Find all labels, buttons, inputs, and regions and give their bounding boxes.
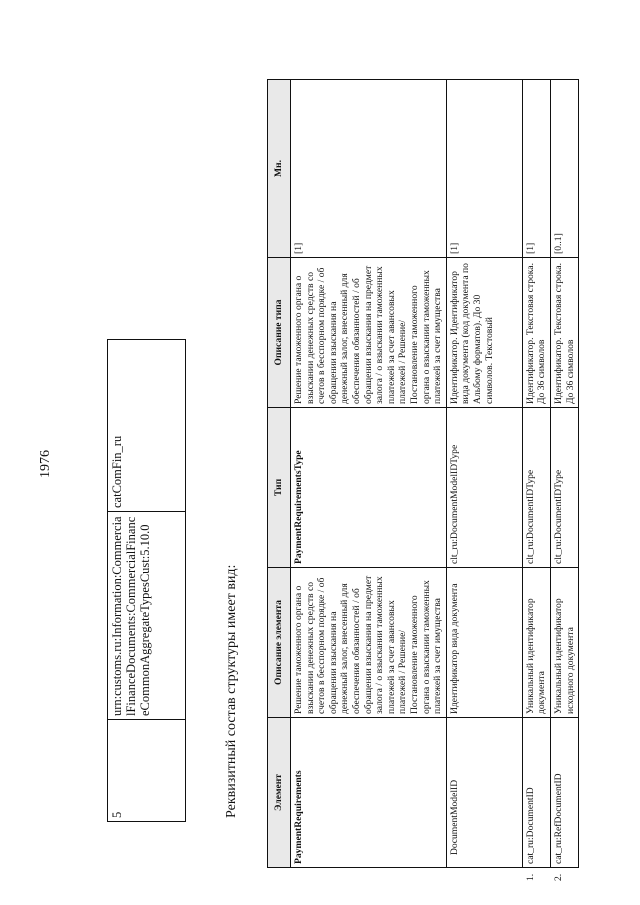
- row-multiplicity: [1]: [291, 80, 447, 258]
- page-number-text: 1976: [38, 450, 53, 478]
- row-type: PaymentRequirementsType: [291, 408, 447, 568]
- requisites-table: [267, 79, 579, 881]
- structure-caption: [224, 565, 240, 818]
- header-type-desc: Описание типа: [268, 258, 291, 408]
- namespace-number: 5: [108, 720, 186, 822]
- row-element-desc: Уникальный идентификатор исходного документа: [550, 568, 578, 718]
- header-multiplicity: Мн.: [268, 80, 291, 258]
- row-element: [550, 718, 578, 881]
- row-type: clt_ru:DocumentModelIDType: [446, 408, 522, 568]
- row-number: 1.: [524, 873, 536, 881]
- table-row: [522, 80, 550, 868]
- row-element-desc: Уникальный идентификатор документа: [522, 568, 550, 718]
- row-element: [522, 718, 550, 881]
- structure-caption-text: Реквизитный состав структуры имеет вид:: [224, 564, 239, 818]
- requisites-table-wrap: [267, 79, 579, 881]
- table-header-row: [268, 80, 291, 868]
- table-row: [446, 80, 522, 868]
- namespace-uri: urn:customs.ru:Information:CommercialFinanceDocuments:CommercialFinanceCommonAggregateTypesCust:5.10.0: [108, 512, 186, 720]
- row-type-desc: Идентификатор. Текстовая строка. До 36 символов: [550, 258, 578, 408]
- row-element-text: cat_ru:RefDocumentID: [552, 773, 564, 864]
- table-row: [550, 80, 578, 868]
- row-element: DocumentModelID: [446, 718, 522, 868]
- row-type-desc: Решение таможенного органа о взыскании денежных средств со счетов в бесспорном порядке / об обращении взыскания на денежный залог, внесенный для обеспечения обязанностей / об обращении взыскания на предмет залога / о взыскании таможенных платежей за счет авансовых платежей / Решение/Постановление таможенного органа о взыскании таможенных платежей за счет имущества: [291, 258, 447, 408]
- header-type: Тип: [268, 408, 291, 568]
- row-multiplicity: [0..1]: [550, 80, 578, 258]
- table-row: [291, 80, 447, 868]
- row-multiplicity: [1]: [522, 80, 550, 258]
- row-type: clt_ru:DocumentIDType: [522, 408, 550, 568]
- row-element: PaymentRequirements: [291, 718, 447, 868]
- namespace-table-wrap: [107, 339, 186, 822]
- row-type-desc: Идентификатор. Идентификатор вида документа (код документа по Альбому форматов). До 30 символов. Текстовый: [446, 258, 522, 408]
- namespace-prefix: catComFin_ru: [108, 340, 186, 512]
- namespace-table: [107, 339, 186, 822]
- row-type-desc: Идентификатор. Текстовая строка. До 36 символов: [522, 258, 550, 408]
- row-type: clt_ru:DocumentIDType: [550, 408, 578, 568]
- row-element-desc: Идентификатор вида документа: [446, 568, 522, 718]
- row-multiplicity: [1]: [446, 80, 522, 258]
- row-element-desc: Решение таможенного органа о взыскании денежных средств со счетов в бесспорном порядке / об обращении взыскания на денежный залог, внесенный для обеспечения обязанностей / об обращении взыскания на предмет залога / о взыскании таможенных платежей за счет авансовых платежей / Решение/Постановление таможенного органа о взыскании таможенных платежей за счет имущества: [291, 568, 447, 718]
- header-element: Элемент: [268, 718, 291, 868]
- page-number: [38, 450, 54, 478]
- header-element-desc: Описание элемента: [268, 568, 291, 718]
- row-number: 2.: [552, 873, 564, 881]
- row-element-text: cat_ru:DocumentID: [524, 787, 536, 864]
- namespace-row: [108, 340, 186, 822]
